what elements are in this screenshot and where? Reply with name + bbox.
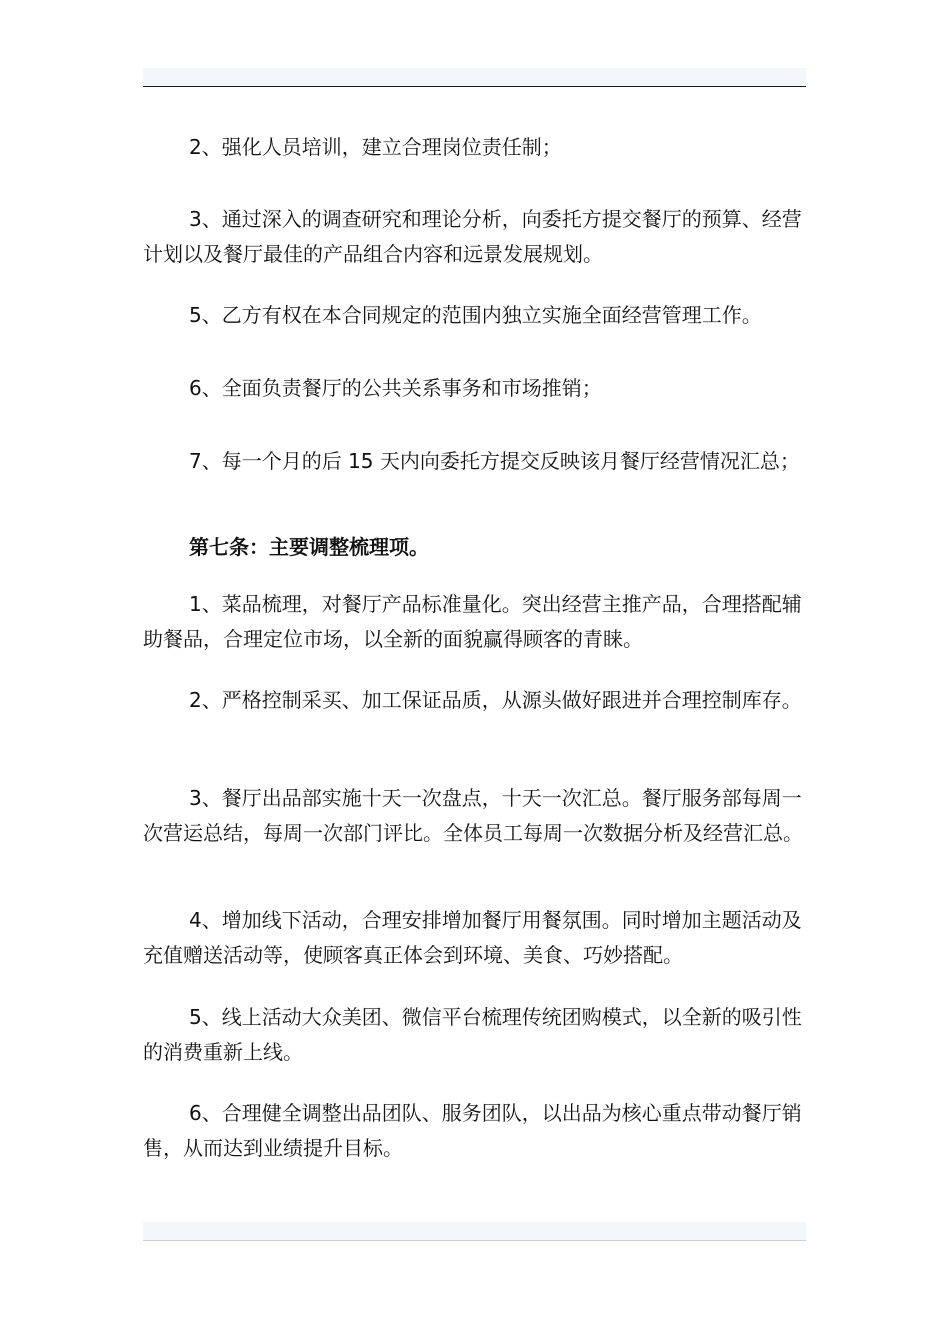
paragraph-7-report: 7、每一个月的后 15 天内向委托方提交反映该月餐厅经营情况汇总； — [189, 449, 800, 473]
paragraph-3-inventory: 3、餐厅出品部实施十天一次盘点，十天一次汇总。餐厅服务部每周一次营运总结，每周一次部门评比。全体员工每周一次数据分析及经营汇总。 — [143, 786, 803, 845]
paragraph-6-pr: 6、全面负责餐厅的公共关系事务和市场推销； — [189, 376, 602, 400]
paragraph-2-training: 2、强化人员培训，建立合理岗位责任制； — [189, 135, 562, 159]
footer-divider — [143, 1240, 806, 1241]
paragraph-5-online: 5、线上活动大众美团、微信平台梳理传统团购模式，以全新的吸引性的消费重新上线。 — [143, 1005, 802, 1064]
paragraph-4-offline: 4、增加线下活动，合理安排增加餐厅用餐氛围。同时增加主题活动及充值赠送活动等，使顾客真正体会到环境、美食、巧妙搭配。 — [143, 908, 802, 967]
page-header-band — [143, 68, 806, 86]
page-footer-band — [143, 1222, 806, 1240]
paragraph-5-rights: 5、乙方有权在本合同规定的范围内独立实施全面经营管理工作。 — [189, 303, 762, 327]
paragraph-3-research: 3、通过深入的调查研究和理论分析，向委托方提交餐厅的预算、经营计划以及餐厅最佳的产品组合内容和远景发展规划。 — [143, 207, 802, 266]
paragraph-6-team: 6、合理健全调整出品团队、服务团队，以出品为核心重点带动餐厅销售，从而达到业绩提升目标。 — [143, 1101, 802, 1160]
section-heading-article-7: 第七条：主要调整梳理项。 — [189, 535, 429, 559]
header-divider — [143, 86, 806, 87]
paragraph-2-procurement: 2、严格控制采买、加工保证品质，从源头做好跟进并合理控制库存。 — [189, 688, 802, 712]
paragraph-1-menu: 1、菜品梳理，对餐厅产品标准量化。突出经营主推产品，合理搭配辅助餐品，合理定位市场，以全新的面貌赢得顾客的青睐。 — [143, 592, 802, 651]
